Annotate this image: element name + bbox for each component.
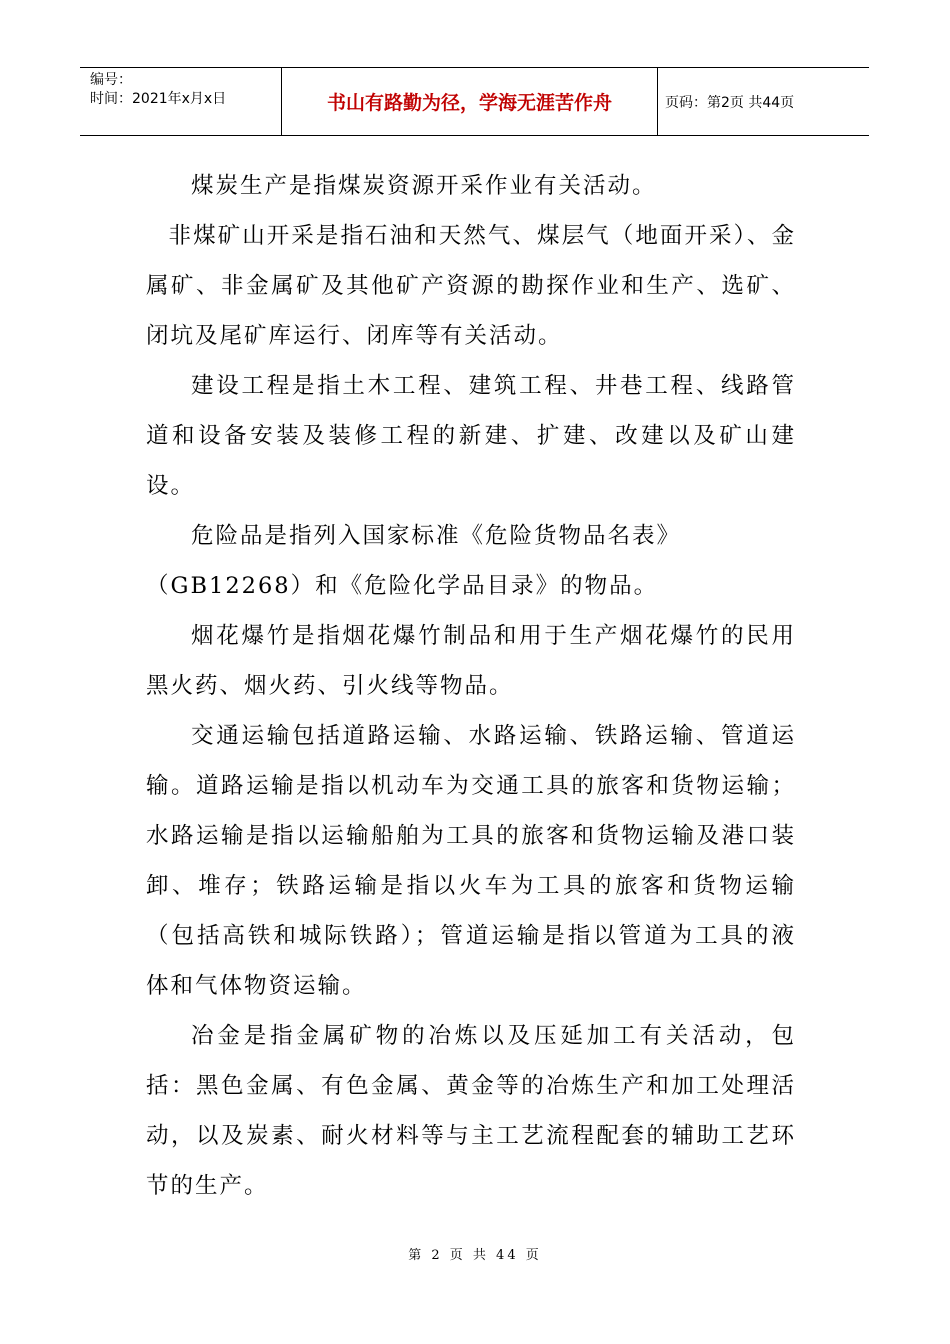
paragraph-hazardous-goods-cont: （GB12268）和《危险化学品目录》的物品。 (146, 573, 659, 599)
time-label: 时间：2021年x月x日 (90, 91, 227, 107)
paragraph-non-coal-mining: 非煤矿山开采是指石油和天然气、煤层气（地面开采）、金属矿、非金属矿及其他矿产资源的勘探作业和生产、选矿、闭坑及尾矿库运行、闭库等有关活动。 (146, 223, 796, 349)
paragraph-coal: 煤炭生产是指煤炭资源开采作业有关活动。 (191, 173, 657, 199)
number-label: 编号： (90, 72, 132, 88)
paragraph-metallurgy: 冶金是指金属矿物的冶炼以及压延加工有关活动，包括：黑色金属、有色金属、黄金等的冶炼生产和加工处理活动，以及炭素、耐火材料等与主工艺流程配套的辅助工艺环节的生产。 (146, 1023, 796, 1199)
paragraph-transport: 交通运输包括道路运输、水路运输、铁路运输、管道运输。道路运输是指以机动车为交通工具的旅客和货物运输；水路运输是指以运输船舶为工具的旅客和货物运输及港口装卸、堆存；铁路运输是指以火车为工具的旅客和货物运输（包括高铁和城际铁路）；管道运输是指以管道为工具的液体和气体物资运输。 (146, 723, 796, 999)
header-meta (80, 68, 282, 135)
header-motto: 书山有路勤为径，学海无涯苦作舟 (282, 68, 658, 135)
document-body (146, 161, 796, 1211)
header-page-info: 页码：第2页 共44页 (665, 94, 795, 111)
paragraph-fireworks: 烟花爆竹是指烟花爆竹制品和用于生产烟花爆竹的民用黑火药、烟火药、引火线等物品。 (146, 623, 796, 699)
page-footer: 第 2 页 共 44 页 (408, 1248, 542, 1263)
paragraph-hazardous-goods: 危险品是指列入国家标准《危险货物品名表》 (191, 523, 682, 549)
page-header (80, 67, 869, 136)
paragraph-construction: 建设工程是指土木工程、建筑工程、井巷工程、线路管道和设备安装及装修工程的新建、扩建、改建以及矿山建设。 (146, 373, 796, 499)
